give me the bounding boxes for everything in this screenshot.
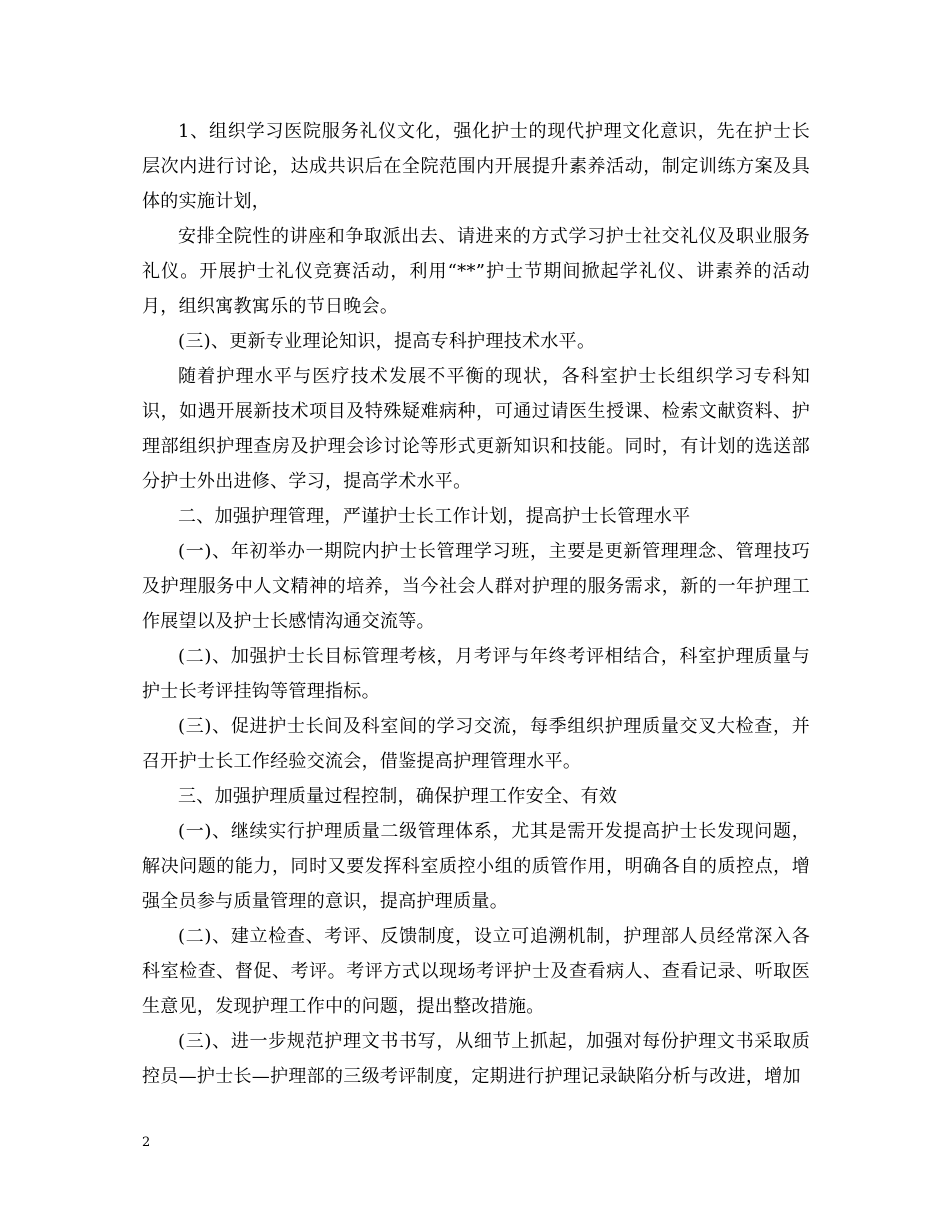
paragraph-head-nurse-training: (一)、年初举办一期院内护士长管理学习班，主要是更新管理理念、管理技巧及护理服务中人文精神的培养，当今社会人群对护理的服务需求，新的一年护理工作展望以及护士长感情沟通交流等。: [142, 541, 810, 632]
paragraph-nursing-documents: (三)、进一步规范护理文书书写，从细节上抓起，加强对每份护理文书采取质控员—护士长—护理部的三级考评制度，定期进行护理记录缺陷分析与改进，增加: [142, 1031, 810, 1087]
paragraph-specialty-learning: 随着护理水平与医疗技术发展不平衡的现状，各科室护士长组织学习专科知识，如遇开展新技术项目及特殊疑难病种，可通过请医生授课、检索文献资料、护理部组织护理查房及护理会诊讨论等形式更新知识和技能。同时，有计划的选送部分护士外出进修、学习，提高学术水平。: [142, 366, 810, 492]
document-body: [142, 114, 810, 1094]
section-heading-professional-knowledge: (三)、更新专业理论知识，提高专科护理技术水平。: [178, 331, 596, 352]
paragraph-two-level-management: (一)、继续实行护理质量二级管理体系，尤其是需开发提高护士长发现问题，解决问题的能力，同时又要发挥科室质控小组的质管作用，明确各自的质控点，增强全员参与质量管理的意识，提高护理质量。: [142, 821, 810, 912]
paragraph-target-management: (二)、加强护士长目标管理考核，月考评与年终考评相结合，科室护理质量与护士长考评挂钩等管理指标。: [142, 646, 810, 702]
paragraph-etiquette-lectures: 安排全院性的讲座和争取派出去、请进来的方式学习护士社交礼仪及职业服务礼仪。开展护士礼仪竞赛活动，利用“**”护士节期间掀起学礼仪、讲素养的活动月，组织寓教寓乐的节日晚会。: [142, 226, 810, 317]
paragraph-inspection-feedback: (二)、建立检查、考评、反馈制度，设立可追溯机制，护理部人员经常深入各科室检查、督促、考评。考评方式以现场考评护士及查看病人、查看记录、听取医生意见，发现护理工作中的问题，提出整改措施。: [142, 926, 810, 1017]
paragraph-etiquette-training: 1、组织学习医院服务礼仪文化，强化护士的现代护理文化意识，先在护士长层次内进行讨论，达成共识后在全院范围内开展提升素养活动，制定训练方案及具体的实施计划，: [142, 121, 810, 212]
section-heading-quality-control: 三、加强护理质量过程控制，确保护理工作安全、有效: [178, 786, 618, 807]
section-heading-nursing-management: 二、加强护理管理，严谨护士长工作计划，提高护士长管理水平: [178, 506, 691, 527]
paragraph-exchange: (三)、促进护士长间及科室间的学习交流，每季组织护理质量交叉大检查，并召开护士长工作经验交流会，借鉴提高护理管理水平。: [142, 716, 810, 772]
page-number: 2: [142, 1135, 151, 1150]
